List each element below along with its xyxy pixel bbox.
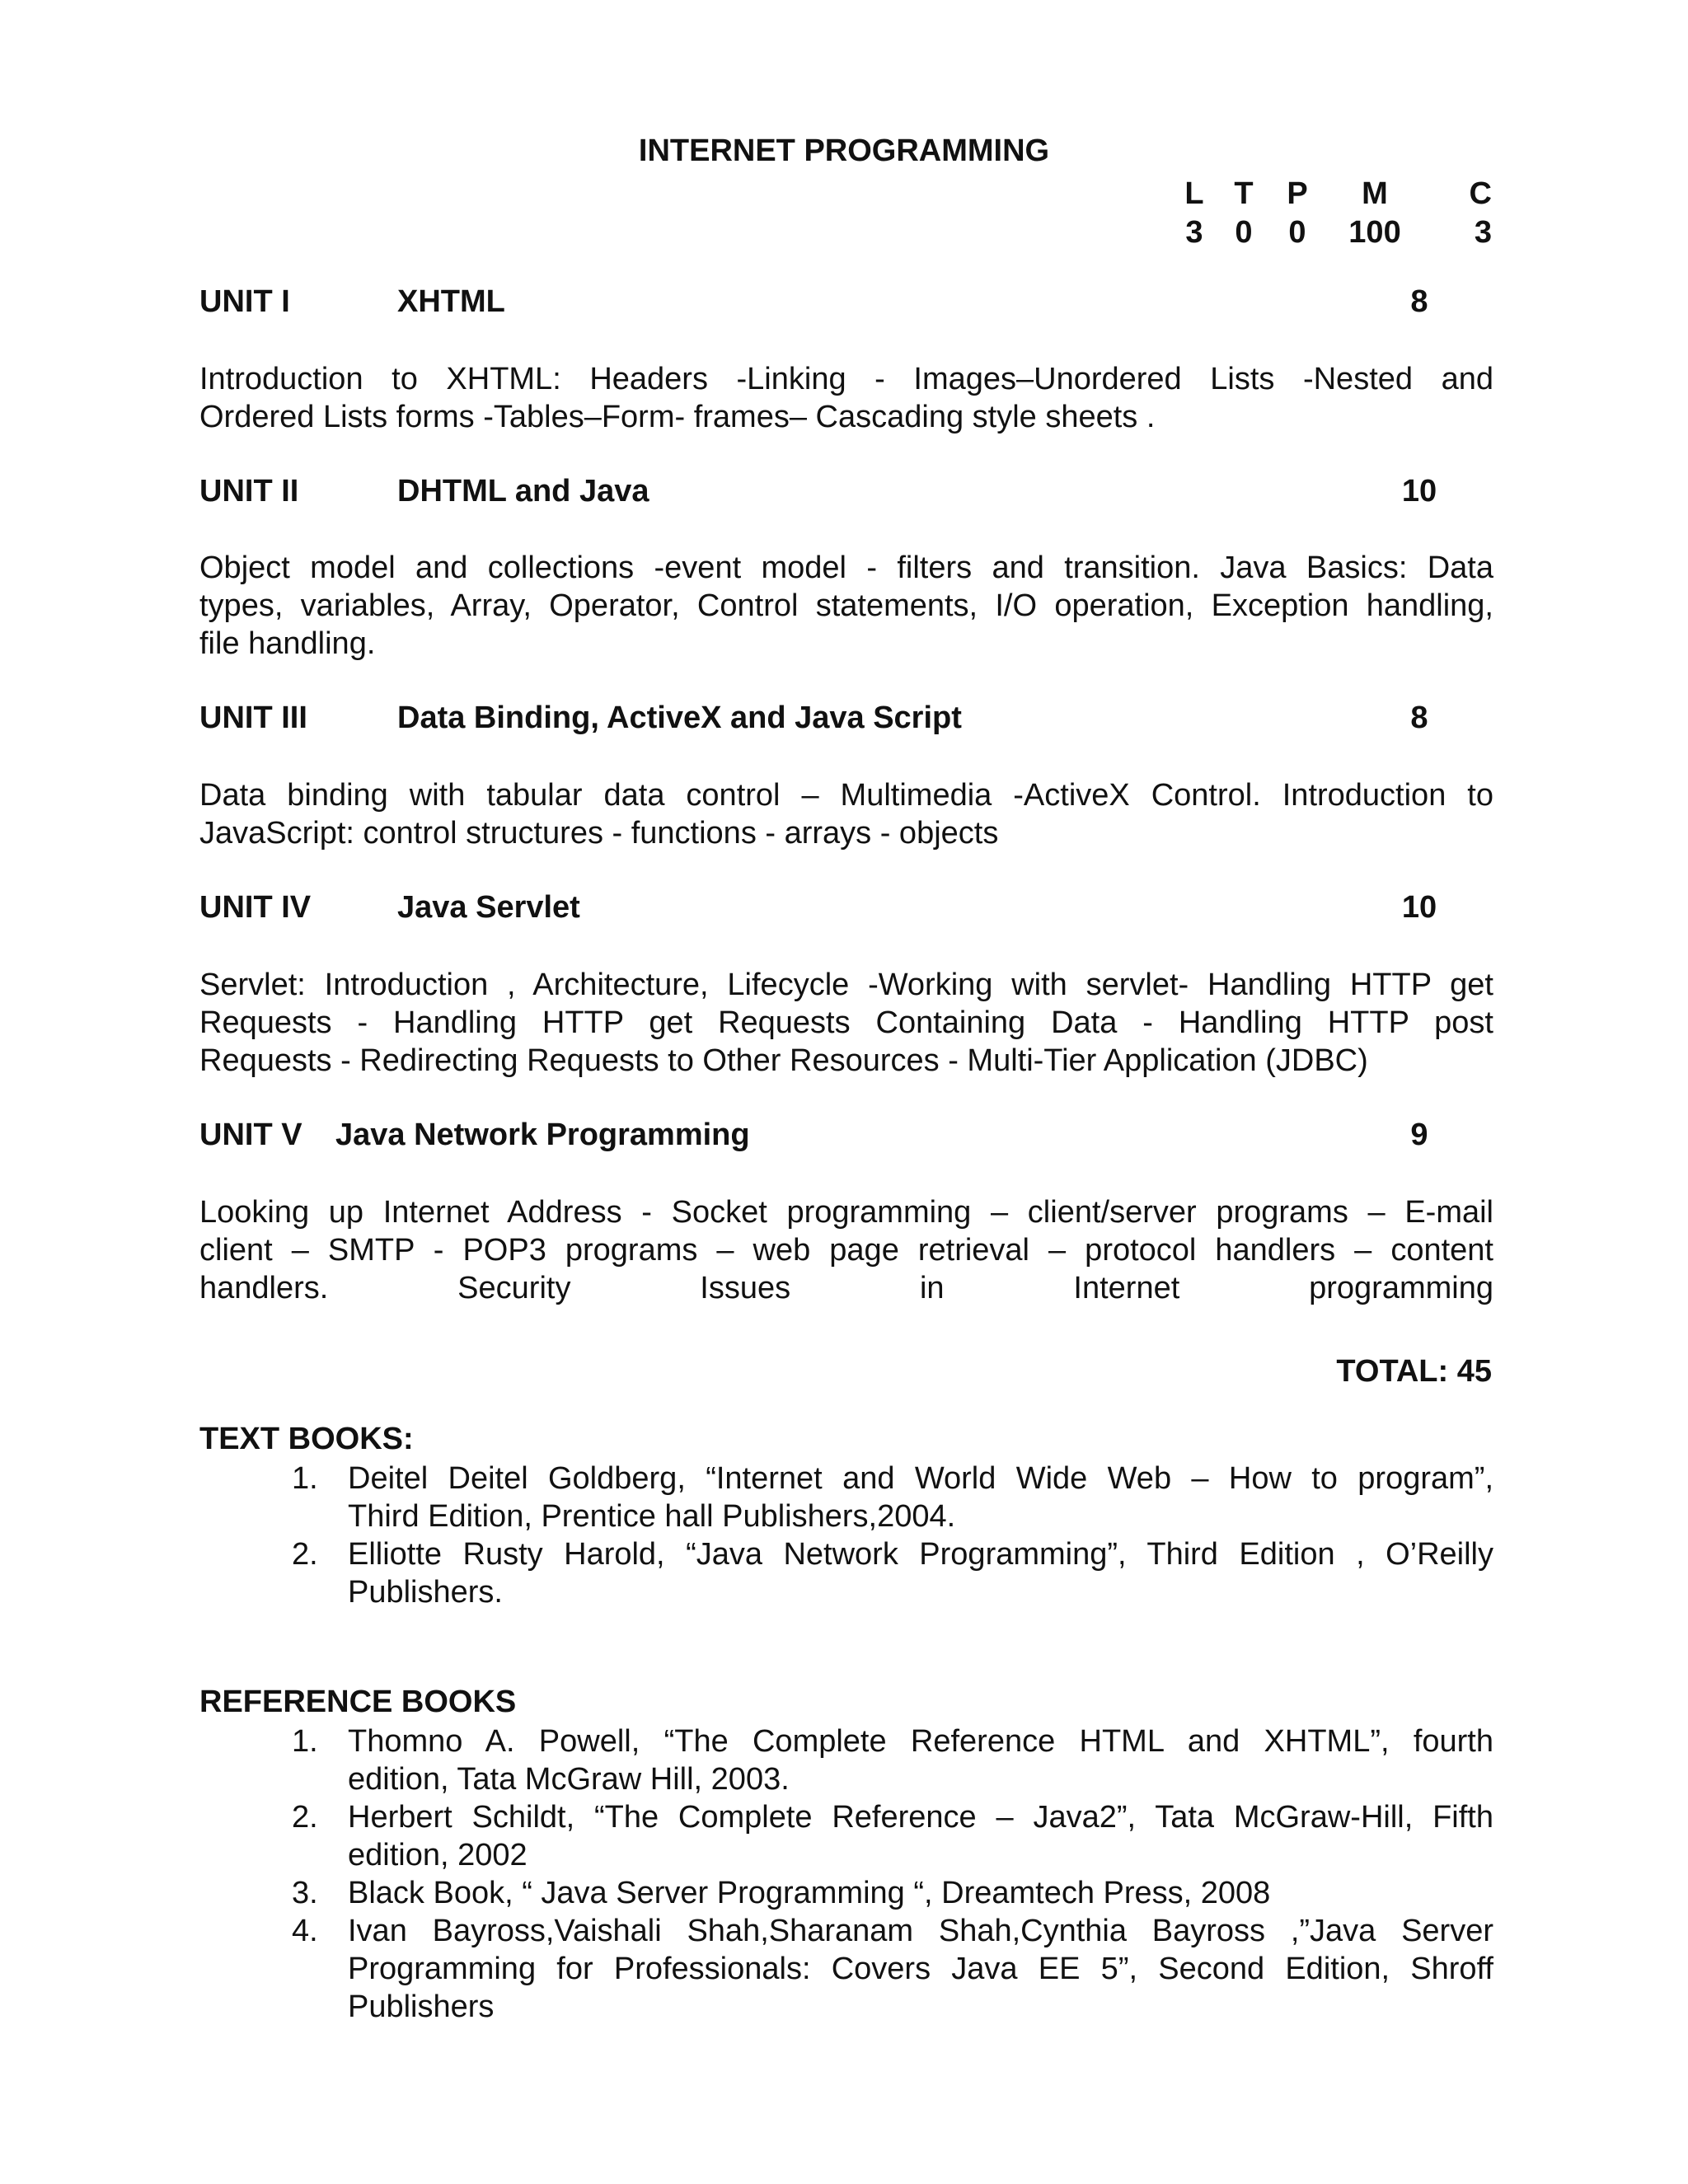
unit-label: UNIT III: [199, 701, 307, 735]
list-item: [199, 1912, 1493, 2026]
credits-header-l: L: [1184, 176, 1204, 211]
list-item: [199, 1874, 1493, 1912]
unit-title: Java Servlet: [397, 890, 580, 925]
item-line: Deitel Deitel Goldberg, “Internet and World Wide Web – How to program”,: [348, 1461, 1493, 1496]
unit-label: UNIT I: [199, 284, 290, 319]
credits-header-c: C: [1469, 176, 1492, 211]
item-line: Programming for Professionals: Covers Java EE 5”, Second Edition, Shroff: [348, 1952, 1493, 1986]
unit-5-description: [199, 1193, 1493, 1307]
item-number: 4.: [292, 1914, 318, 1948]
unit-3-description: [199, 776, 1493, 852]
unit-label: UNIT V: [199, 1118, 302, 1152]
paragraph-line: client – SMTP - POP3 programs – web page retrieval – protocol handlers – content: [199, 1233, 1493, 1268]
paragraph-line: Requests - Handling HTTP get Requests Containing Data - Handling HTTP post: [199, 1005, 1493, 1040]
unit-title: XHTML: [397, 284, 505, 319]
item-line: Third Edition, Prentice hall Publishers,2004.: [348, 1499, 956, 1534]
credits-value-t: 0: [1235, 215, 1253, 250]
credits-header-t: T: [1234, 176, 1254, 211]
item-line: Elliotte Rusty Harold, “Java Network Programming”, Third Edition , O’Reilly: [348, 1537, 1493, 1572]
item-line: Ivan Bayross,Vaishali Shah,Sharanam Shah,Cynthia Bayross ,”Java Server: [348, 1914, 1493, 1948]
unit-2-heading: [199, 474, 1493, 515]
unit-label: UNIT II: [199, 474, 299, 509]
item-number: 3.: [292, 1876, 318, 1910]
list-item: [199, 1535, 1493, 1611]
unit-hours: 10: [1401, 890, 1437, 925]
item-line: Publishers: [348, 1990, 495, 2024]
credits-table: [1170, 175, 1492, 252]
reference-books-heading: REFERENCE BOOKS: [199, 1685, 517, 1719]
item-number: 2.: [292, 1537, 318, 1572]
unit-3-heading: [199, 701, 1493, 742]
list-item: [199, 1460, 1493, 1535]
text-books-heading: TEXT BOOKS:: [199, 1422, 414, 1456]
unit-hours: 8: [1410, 284, 1428, 319]
list-item: [199, 1798, 1493, 1874]
text-books-list: [199, 1460, 1493, 1611]
item-line: Thomno A. Powell, “The Complete Reference HTML and XHTML”, fourth: [348, 1724, 1493, 1759]
item-line: edition, Tata McGraw Hill, 2003.: [348, 1762, 790, 1797]
paragraph-line: JavaScript: control structures - functions - arrays - objects: [199, 816, 999, 851]
item-line: Black Book, “ Java Server Programming “, Dreamtech Press, 2008: [348, 1876, 1271, 1910]
credits-value-p: 0: [1288, 215, 1306, 250]
credits-value-c: 3: [1474, 215, 1492, 250]
credits-value-l: 3: [1185, 215, 1203, 250]
total-hours: TOTAL: 45: [1336, 1354, 1492, 1389]
item-number: 1.: [292, 1724, 318, 1759]
item-number: 1.: [292, 1461, 318, 1496]
paragraph-line: Data binding with tabular data control – Multimedia -ActiveX Control. Introduction to: [199, 778, 1493, 813]
page-title: INTERNET PROGRAMMING: [638, 134, 1050, 168]
unit-1-description: [199, 360, 1493, 436]
item-number: 2.: [292, 1800, 318, 1835]
paragraph-line: Requests - Redirecting Requests to Other Resources - Multi-Tier Application (JDBC): [199, 1043, 1368, 1078]
list-item: [199, 1722, 1493, 1798]
unit-4-description: [199, 966, 1493, 1080]
credits-value-m: 100: [1348, 215, 1401, 250]
item-line: edition, 2002: [348, 1838, 528, 1872]
unit-1-heading: [199, 284, 1493, 326]
item-line: Herbert Schildt, “The Complete Reference – Java2”, Tata McGraw-Hill, Fifth: [348, 1800, 1493, 1835]
unit-4-heading: [199, 890, 1493, 931]
unit-hours: 10: [1401, 474, 1437, 509]
unit-title: DHTML and Java: [397, 474, 649, 509]
unit-hours: 8: [1410, 701, 1428, 735]
paragraph-line: Object model and collections -event model - filters and transition. Java Basics: Data: [199, 551, 1493, 585]
unit-2-description: [199, 549, 1493, 663]
unit-label: UNIT IV: [199, 890, 312, 925]
credits-header-row: [1170, 175, 1492, 213]
paragraph-line: Ordered Lists forms -Tables–Form- frames– Cascading style sheets .: [199, 400, 1156, 434]
unit-5-heading: [199, 1118, 1493, 1159]
unit-hours: 9: [1410, 1118, 1428, 1152]
credits-header-p: P: [1287, 176, 1308, 211]
paragraph-line: handlers. Security Issues in Internet programming: [199, 1271, 1493, 1305]
credits-header-m: M: [1362, 176, 1388, 211]
credits-value-row: [1170, 213, 1492, 252]
paragraph-line: Servlet: Introduction , Architecture, Lifecycle -Working with servlet- Handling HTTP get: [199, 968, 1493, 1002]
paragraph-line: file handling.: [199, 626, 376, 661]
paragraph-line: Introduction to XHTML: Headers -Linking - Images–Unordered Lists -Nested and: [199, 362, 1493, 396]
unit-title: Java Network Programming: [335, 1118, 750, 1152]
item-line: Publishers.: [348, 1575, 503, 1610]
paragraph-line: types, variables, Array, Operator, Control statements, I/O operation, Exception handling,: [199, 588, 1493, 623]
paragraph-line: Looking up Internet Address - Socket programming – client/server programs – E-mail: [199, 1195, 1493, 1230]
unit-title: Data Binding, ActiveX and Java Script: [397, 701, 962, 735]
reference-books-list: [199, 1722, 1493, 2026]
